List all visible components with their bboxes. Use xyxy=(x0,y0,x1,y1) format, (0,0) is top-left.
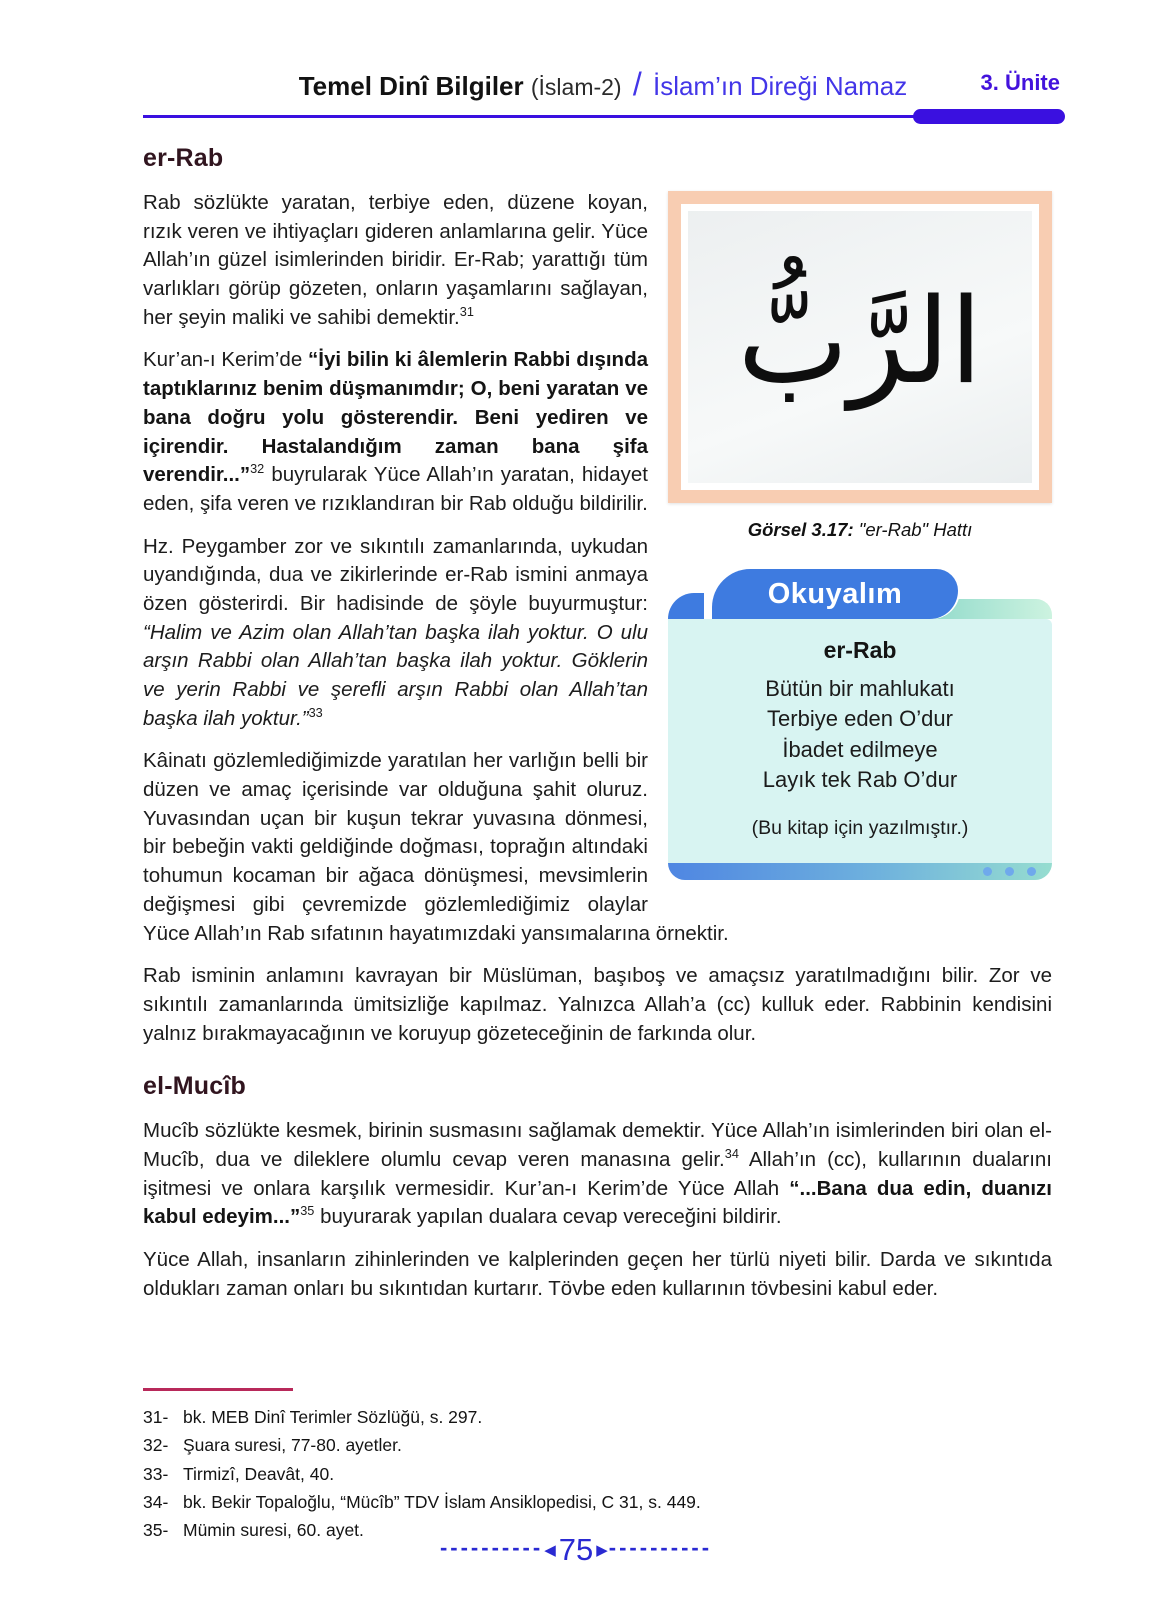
footnote-text: Tirmizî, Deavât, 40. xyxy=(183,1463,335,1484)
book-title: Temel Dinî Bilgiler xyxy=(298,71,524,101)
footnote-item xyxy=(143,1431,1023,1459)
footnote-text: bk. Bekir Topaloğlu, “Mücîb” TDV İslam Ansiklopedisi, C 31, s. 449. xyxy=(183,1492,701,1513)
quote-bold: “...Bana dua edin, duanızı kabul edeyim...” xyxy=(143,1176,1052,1229)
footnote-rule xyxy=(143,1388,293,1391)
paragraph xyxy=(143,1117,1052,1232)
footnote-item xyxy=(143,1460,1023,1488)
paragraph-text: Mucîb sözlükte kesmek, birinin susmasını sağlamak demektir. Yüce Allah’ın isimlerinden biri olan el-Mucîb, dua ve dileklere olumlu cevap veren manasına gelir. xyxy=(143,1119,1052,1171)
running-head xyxy=(143,66,1063,103)
figure-caption xyxy=(668,519,1052,541)
footnote-ref: 33 xyxy=(308,704,323,720)
footnote-item xyxy=(143,1488,1023,1516)
hadith-quote-italic: “Halim ve Azim olan Allah’tan başka ilah yoktur. O ulu arşın Rabbi olan Allah’tan başka ilah yoktur. Göklerin ve yerin Rabbi ve şerefli arşın Rabbi olan Allah’tan başka ilah yoktur.” xyxy=(143,620,648,730)
okuyalim-poem-line: İbadet edilmeye xyxy=(782,736,938,762)
footnote-number: 32- xyxy=(143,1435,169,1456)
paragraph xyxy=(143,962,1052,1048)
okuyalim-poem-title: er-Rab xyxy=(823,637,897,663)
footer-dashes-left: ---------- xyxy=(439,1535,544,1560)
section-heading-el-mucib: el-Mucîb xyxy=(143,1072,246,1101)
paragraph-text: Rab sözlükte yaratan, terbiye eden, düzene koyan, rızık veren ve ihtiyaçları gideren anlamlarına gelir. Yüce Allah’ın güzel isimlerinden biridir. Er-Rab; yarattığı tüm varlıkları görüp gözeten, onların yaşamlarını sağlayan, her şeyin maliki ve sahibi demektir. xyxy=(143,191,648,329)
okuyalim-box xyxy=(668,569,1052,880)
footnote-text: bk. MEB Dinî Terimler Sözlüğü, s. 297. xyxy=(183,1407,483,1427)
book-subtitle: (İslam-2) xyxy=(530,74,622,100)
section-heading-er-rab: er-Rab xyxy=(143,144,224,172)
footnote-number: 35- xyxy=(143,1520,169,1541)
paragraph-text: Yüce Allah, insanların zihinlerinden ve kalplerinden geçen her türlü niyeti bilir. Darda ve sıkıntıda oldukları zaman onları bu sıkıntıdan kurtarır. Tövbe eden kullarının tövbesini kabul eder. xyxy=(143,1248,1052,1300)
title-separator: / xyxy=(632,66,642,102)
okuyalim-poem-line: Terbiye eden O’dur xyxy=(767,706,953,732)
right-column xyxy=(668,191,1052,880)
page-footer xyxy=(0,1532,1152,1568)
okuyalim-tab: Okuyalım xyxy=(712,569,958,619)
paragraph-text: Allah’ın (cc), kullarının dualarını işitmesi ve onlara karşılık vermesidir. Kur’an-ı Kerim’de Yüce Allah xyxy=(143,1147,1052,1200)
page-arrow-right-icon: ▶ xyxy=(596,1541,608,1559)
unit-label: 3. Ünite xyxy=(980,70,1060,95)
okuyalim-corner-shape xyxy=(668,593,704,619)
footnotes-block xyxy=(143,1388,1023,1545)
dot-icon xyxy=(983,867,992,876)
paragraph-text: Kâinatı gözlemlediğimizde yaratılan her varlığın belli bir düzen ve amaç içerisinde var olduğuna şahit oluruz. Yuvasından uçan bir kuşun tekrar yuvasına dönmesi, bir bebeğin vakti geldiğinde doğması, toprağın altındaki tohumun kocaman bir ağaca dönüşmesi, mevsimlerin değişmesi gibi çevremizde gözlemlediğimiz olaylar Yüce Allah’ın Rab sıfatının hayatımızdaki yansımalarına örnektir. xyxy=(143,749,729,945)
okuyalim-body xyxy=(668,619,1052,880)
paragraph xyxy=(143,1246,1052,1303)
page-header xyxy=(0,0,1152,103)
okuyalim-poem-line: Bütün bir mahlukatı xyxy=(765,676,955,701)
calligraphy-frame xyxy=(668,191,1052,503)
okuyalim-poem-line: Layık tek Rab O’dur xyxy=(762,767,958,793)
footnote-number: 31- xyxy=(143,1407,169,1427)
paragraph-text: Rab isminin anlamını kavrayan bir Müslüman, başıboş ve amaçsız yaratılmadığını bilir. Zor ve sıkıntılı zamanlarında ümitsizliğe kapılmaz. Yalnızca Allah’a (cc) kulluk eder. Rabbinin kendisini yalnız bırakmayacağının ve koruyup gözeteceğinin de farkında olur. xyxy=(143,964,1052,1045)
paragraph-text: Kur’an-ı Kerim’de xyxy=(143,348,309,372)
page-body xyxy=(143,144,1052,1303)
chapter-title: İslam’ın Direği Namaz xyxy=(652,71,908,101)
figure-caption-text: "er-Rab" Hattı xyxy=(853,519,973,540)
footnote-number: 33- xyxy=(143,1463,169,1484)
paragraph-text: buyrularak Yüce Allah’ın yaratan, hidayet eden, şifa veren ve rızıklandıran bir Rab olduğu bildirilir. xyxy=(143,463,648,515)
okuyalim-note: (Bu kitap için yazılmıştır.) xyxy=(751,817,969,840)
paragraph-text: Hz. Peygamber zor ve sıkıntılı zamanlarında, uykudan uyandığında, dua ve zikirlerinde er-Rab ismini anmaya özen gösterirdi. Bir hadisinde de şöyle buyurmuştur: xyxy=(143,534,648,615)
page-arrow-left-icon: ◀ xyxy=(544,1541,556,1559)
figure-caption-label: Görsel 3.17: xyxy=(747,519,854,540)
footnote-text: Şuara suresi, 77-80. ayetler. xyxy=(183,1435,402,1456)
header-rule xyxy=(143,115,1063,118)
er-rab-calligraphy: الرَّبُّ xyxy=(737,272,983,410)
dots-icon xyxy=(983,867,1036,876)
footer-dashes-right: ---------- xyxy=(608,1535,713,1560)
page-number: 75 xyxy=(558,1532,594,1567)
footnote-ref: 31 xyxy=(459,303,474,319)
footnote-text: Mümin suresi, 60. ayet. xyxy=(183,1520,364,1541)
okuyalim-header xyxy=(668,569,1052,619)
footnote-ref: 35 xyxy=(300,1203,315,1219)
dot-icon xyxy=(1027,867,1036,876)
footnote-ref: 34 xyxy=(724,1146,739,1162)
quote-bold: “İyi bilin ki âlemlerin Rabbi dışında taptıklarınız benim düşmanımdır; O, beni yaratan ve bana doğru yolu gösterendir. Beni yediren ve içirendir. Hastalandığım zaman bana şifa verendir...” xyxy=(143,348,648,487)
dot-icon xyxy=(1005,867,1014,876)
header-rule-capsule xyxy=(913,109,1065,124)
paragraph-text: buyurarak yapılan dualara cevap vereceğini bildirir. xyxy=(314,1205,782,1229)
footnote-number: 34- xyxy=(143,1492,169,1513)
footnote-ref: 32 xyxy=(250,461,265,477)
footnote-item xyxy=(143,1403,1023,1431)
